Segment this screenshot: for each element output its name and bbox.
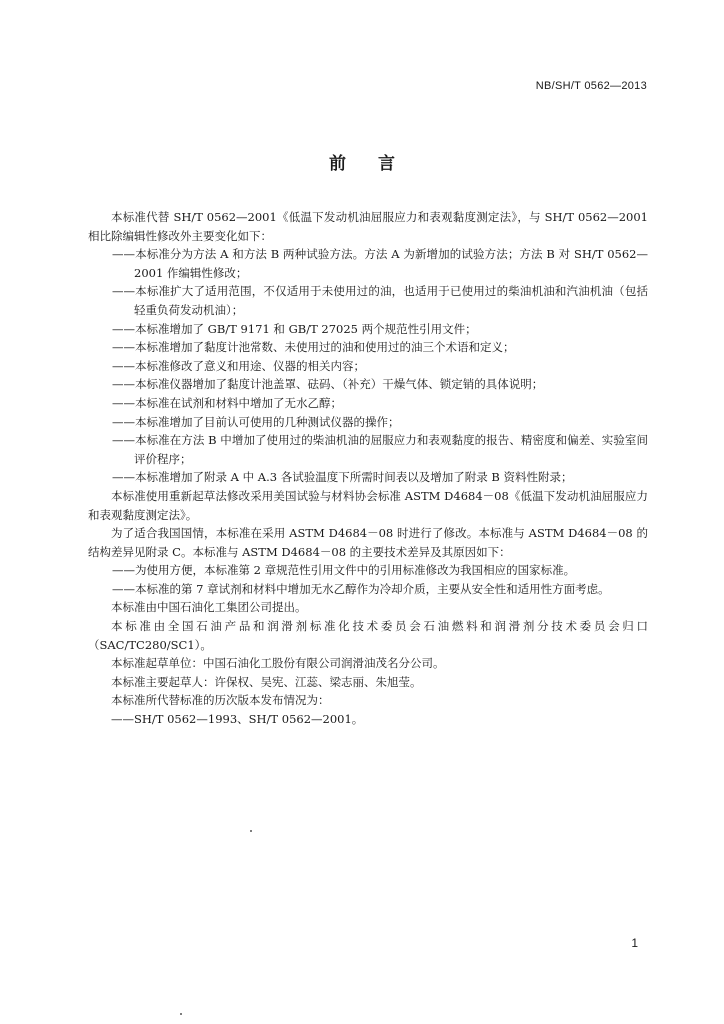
list-item: ——本标准仪器增加了黏度计池盖罩、砝码、（补充）干燥气体、锁定销的具体说明； — [112, 377, 544, 392]
page-title: 前言 — [329, 154, 427, 174]
list-item: ——本标准增加了目前认可使用的几种测试仪器的操作； — [112, 414, 400, 429]
list-item: ——本标准在试剂和材料中增加了无水乙醇； — [112, 395, 342, 410]
list-item: ——本标准增加了 GB/T 9171 和 GB/T 27025 两个规范性引用文件； — [112, 321, 477, 336]
list-item: ——为使用方便，本标准第 2 章规范性引用文件中的引用标准修改为我国相应的国家标准。 — [112, 563, 576, 578]
paragraph: 本标准主要起草人：许保权、吴宪、江蕊、梁志丽、朱旭莹。 — [111, 674, 422, 689]
list-item: ——本标准在方法 B 中增加了使用过的柴油机油的屈服应力和表观黏度的报告、精密度和偏差、实验室间评价程序； — [112, 433, 648, 466]
list-item: ——本标准修改了意义和用途、仪器的相关内容； — [112, 358, 365, 373]
paragraph: 本标准由全国石油产品和润滑剂标准化技术委员会石油燃料和润滑剂分技术委员会归口（SAC/TC280/SC1）。 — [88, 619, 648, 652]
paragraph: 本标准由中国石油化工集团公司提出。 — [111, 600, 307, 615]
foreword-body — [88, 208, 648, 729]
paragraph: 为了适合我国国情，本标准在采用 ASTM D4684－08 时进行了修改。本标准与 ASTM D4684－08 的结构差异见附录 C。本标准与 ASTM D4684－08 的主要技术差异及其原因如下： — [88, 526, 648, 559]
list-item: ——SH/T 0562—1993、SH/T 0562—2001。 — [111, 712, 364, 727]
standard-code: NB/SH/T 0562—2013 — [535, 80, 647, 92]
scan-speck — [250, 830, 252, 832]
list-item: ——本标准增加了黏度计池常数、未使用过的油和使用过的油三个术语和定义； — [112, 340, 515, 355]
paragraph: 本标准代替 SH/T 0562—2001《低温下发动机油屈服应力和表观黏度测定法》，与 SH/T 0562—2001 相比除编辑性修改外主要变化如下： — [88, 210, 648, 243]
list-item: ——本标准分为方法 A 和方法 B 两种试验方法。方法 A 为新增加的试验方法；方法 B 对 SH/T 0562—2001 作编辑性修改； — [112, 247, 648, 280]
list-item: ——本标准扩大了适用范围，不仅适用于未使用过的油，也适用于已使用过的柴油机油和汽油机油（包括轻重负荷发动机油）； — [112, 284, 648, 317]
list-item: ——本标准的第 7 章试剂和材料中增加无水乙醇作为冷却介质，主要从安全性和适用性方面考虑。 — [112, 581, 610, 596]
scan-speck — [180, 1013, 182, 1015]
list-item: ——本标准增加了附录 A 中 A.3 各试验温度下所需时间表以及增加了附录 B 资料性附录； — [112, 470, 573, 485]
page-number: 1 — [631, 936, 638, 950]
paragraph: 本标准所代替标准的历次版本发布情况为： — [111, 693, 330, 708]
paragraph: 本标准使用重新起草法修改采用美国试验与材料协会标准 ASTM D4684－08《低温下发动机油屈服应力和表观黏度测定法》。 — [88, 488, 648, 522]
paragraph: 本标准起草单位：中国石油化工股份有限公司润滑油茂名分公司。 — [111, 656, 445, 671]
